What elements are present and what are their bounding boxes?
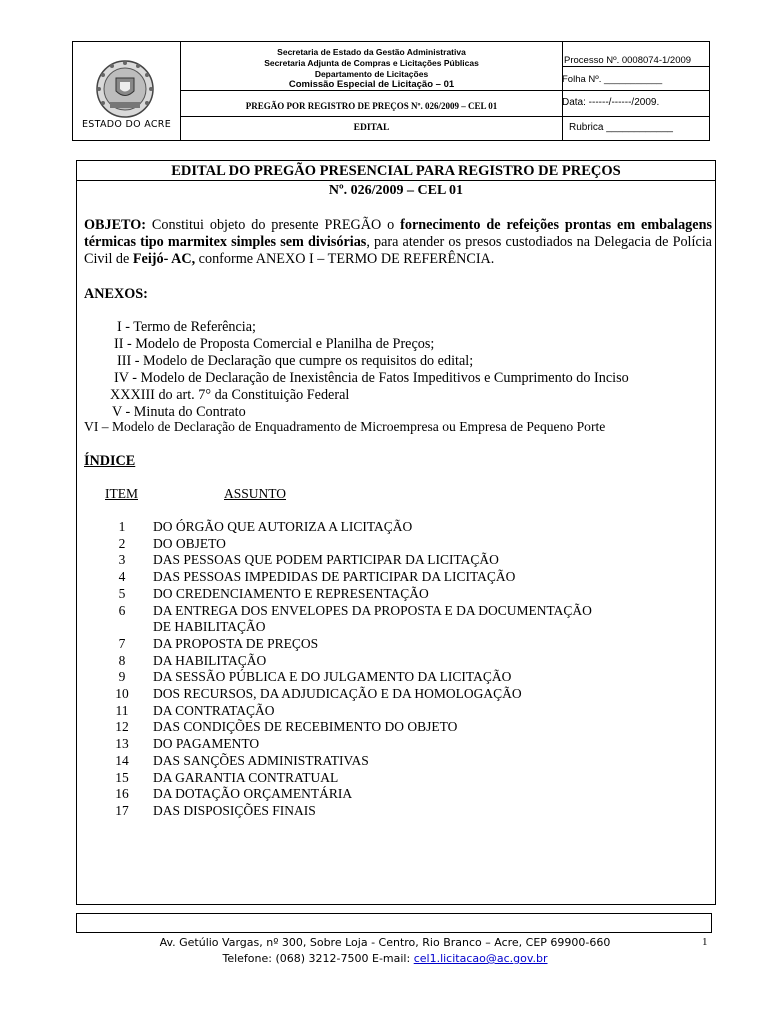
objeto-text: Constitui objeto do presente PREGÃO o [146, 217, 401, 233]
header-rule [180, 90, 562, 91]
anexo-item: XXXIII do art. 7° da Constituição Federal [110, 387, 350, 403]
processo-number: Processo Nº. 0008074-1/2009 [564, 55, 692, 66]
indice-item-number: 12 [115, 719, 129, 735]
footer-contact [0, 952, 770, 965]
indice-item-title: DAS PESSOAS QUE PODEM PARTICIPAR DA LICITAÇÃO [153, 552, 499, 568]
state-coat-of-arms-icon [94, 58, 156, 120]
indice-item-title: DAS PESSOAS IMPEDIDAS DE PARTICIPAR DA LICITAÇÃO [153, 569, 516, 585]
footer-address: Av. Getúlio Vargas, nº 300, Sobre Loja - Centro, Rio Branco – Acre, CEP 69900-660 [159, 936, 611, 949]
indice-item-number: 3 [118, 552, 126, 568]
indice-item-title: DA DOTAÇÃO ORÇAMENTÁRIA [153, 786, 353, 802]
anexo-item: VI – Modelo de Declaração de Enquadramento de Microempresa ou Empresa de Pequeno Porte [84, 419, 606, 434]
folha-field: Folha Nº. ___________ [562, 74, 663, 85]
indice-item-number: 11 [115, 702, 129, 718]
objeto-text-bold: fornecimento de refeições prontas em embalagens térmicas tipo marmitex simples sem divisórias [84, 217, 712, 250]
indice-item-number: 17 [115, 802, 129, 818]
title-bar [77, 161, 715, 181]
pregao-label: PREGÃO POR REGISTRO DE PREÇOS Nº. 026/2009 – CEL 01 [245, 101, 498, 111]
document-number: Nº. 026/2009 – CEL 01 [328, 183, 464, 198]
indice-item-title: DAS CONDIÇÕES DE RECEBIMENTO DO OBJETO [153, 719, 458, 735]
indice-item-number: 10 [115, 686, 129, 701]
indice-item-title: DAS DISPOSIÇÕES FINAIS [153, 802, 316, 818]
indice-item-title: DA PROPOSTA DE PREÇOS [153, 635, 319, 651]
objeto-label: OBJETO: [84, 217, 147, 233]
indice-item-number: 14 [115, 752, 129, 768]
indice-item-number: 4 [118, 569, 126, 585]
indice-item-number: 1 [118, 519, 126, 534]
indice-item-number: 8 [118, 652, 126, 668]
indice-item-number: 2 [118, 535, 126, 551]
page-number: 1 [702, 936, 708, 948]
indice-item-title: DA SESSÃO PÚBLICA E DO JULGAMENTO DA LICITAÇÃO [153, 669, 512, 685]
header-line-3: Departamento de Licitações [314, 69, 429, 79]
indice-item-title: DO CREDENCIAMENTO E REPRESENTAÇÃO [153, 585, 429, 601]
anexo-item: III - Modelo de Declaração que cumpre os requisitos do edital; [117, 353, 474, 369]
edital-label: EDITAL [353, 123, 390, 133]
indice-item-number: 7 [118, 635, 126, 651]
header-line-2: Secretaria Adjunta de Compras e Licitações Públicas [264, 58, 479, 68]
header-rule [562, 116, 710, 117]
header-line-4: Comissão Especial de Licitação – 01 [288, 79, 455, 90]
estado-label: ESTADO DO ACRE [82, 119, 171, 130]
indice-item-title: DA CONTRATAÇÃO [153, 702, 275, 718]
indice-item-number: 9 [118, 669, 126, 685]
indice-item-title: DOS RECURSOS, DA ADJUDICAÇÃO E DA HOMOLOGAÇÃO [153, 686, 522, 701]
indice-item-number: 13 [115, 736, 129, 752]
indice-item-title: DA GARANTIA CONTRATUAL [153, 769, 339, 785]
header-rule [562, 66, 710, 67]
indice-item-number: 5 [118, 585, 126, 601]
anexo-item: I - Termo de Referência; [117, 319, 256, 335]
indice-col-item: ITEM [105, 486, 138, 501]
indice-item-number: 16 [115, 786, 129, 802]
indice-item-number: 6 [118, 602, 126, 618]
rubrica-field: Rubrica ____________ [569, 122, 673, 133]
objeto-paragraph [84, 217, 712, 268]
header-line-1: Secretaria de Estado da Gestão Administrativa [277, 47, 466, 57]
indice-item-number: 15 [115, 769, 129, 785]
objeto-text: conforme ANEXO I – TERMO DE REFERÊNCIA. [195, 251, 495, 267]
document-header [72, 41, 710, 141]
header-rule [180, 116, 562, 117]
footer-email-link[interactable]: cel1.licitacao@ac.gov.br [413, 952, 548, 965]
indice-item-title: DE HABILITAÇÃO [153, 619, 266, 635]
indice-item-title: DO ÓRGÃO QUE AUTORIZA A LICITAÇÃO [153, 519, 413, 534]
edital-body [76, 160, 716, 905]
anexo-item: IV - Modelo de Declaração de Inexistência de Fatos Impeditivos e Cumprimento do Inciso [114, 370, 629, 386]
indice-item-title: DO OBJETO [153, 535, 226, 551]
anexos-heading: ANEXOS: [84, 286, 148, 302]
indice-item-title: DA ENTREGA DOS ENVELOPES DA PROPOSTA E DA DOCUMENTAÇÃO [153, 602, 592, 618]
indice-item-title: DA HABILITAÇÃO [153, 652, 267, 668]
objeto-text: , para atender os presos custodiados na Delegacia de Polícia Civil de [84, 234, 712, 267]
objeto-location: Feijó- AC, [132, 251, 196, 267]
data-field: Data: ------/------/2009. [562, 97, 660, 108]
indice-col-assunto: ASSUNTO [224, 486, 287, 501]
footer-box [76, 913, 712, 933]
anexo-item: V - Minuta do Contrato [112, 404, 246, 420]
footer-phone: Telefone: (068) 3212-7500 E-mail: [222, 952, 414, 965]
indice-item-title: DAS SANÇÕES ADMINISTRATIVAS [153, 752, 369, 768]
anexo-item: II - Modelo de Proposta Comercial e Planilha de Preços; [114, 336, 435, 352]
indice-item-title: DO PAGAMENTO [153, 736, 260, 752]
indice-heading: ÍNDICE [84, 453, 136, 469]
document-title: EDITAL DO PREGÃO PRESENCIAL PARA REGISTRO DE PREÇOS [171, 163, 621, 179]
header-rule [562, 90, 710, 91]
